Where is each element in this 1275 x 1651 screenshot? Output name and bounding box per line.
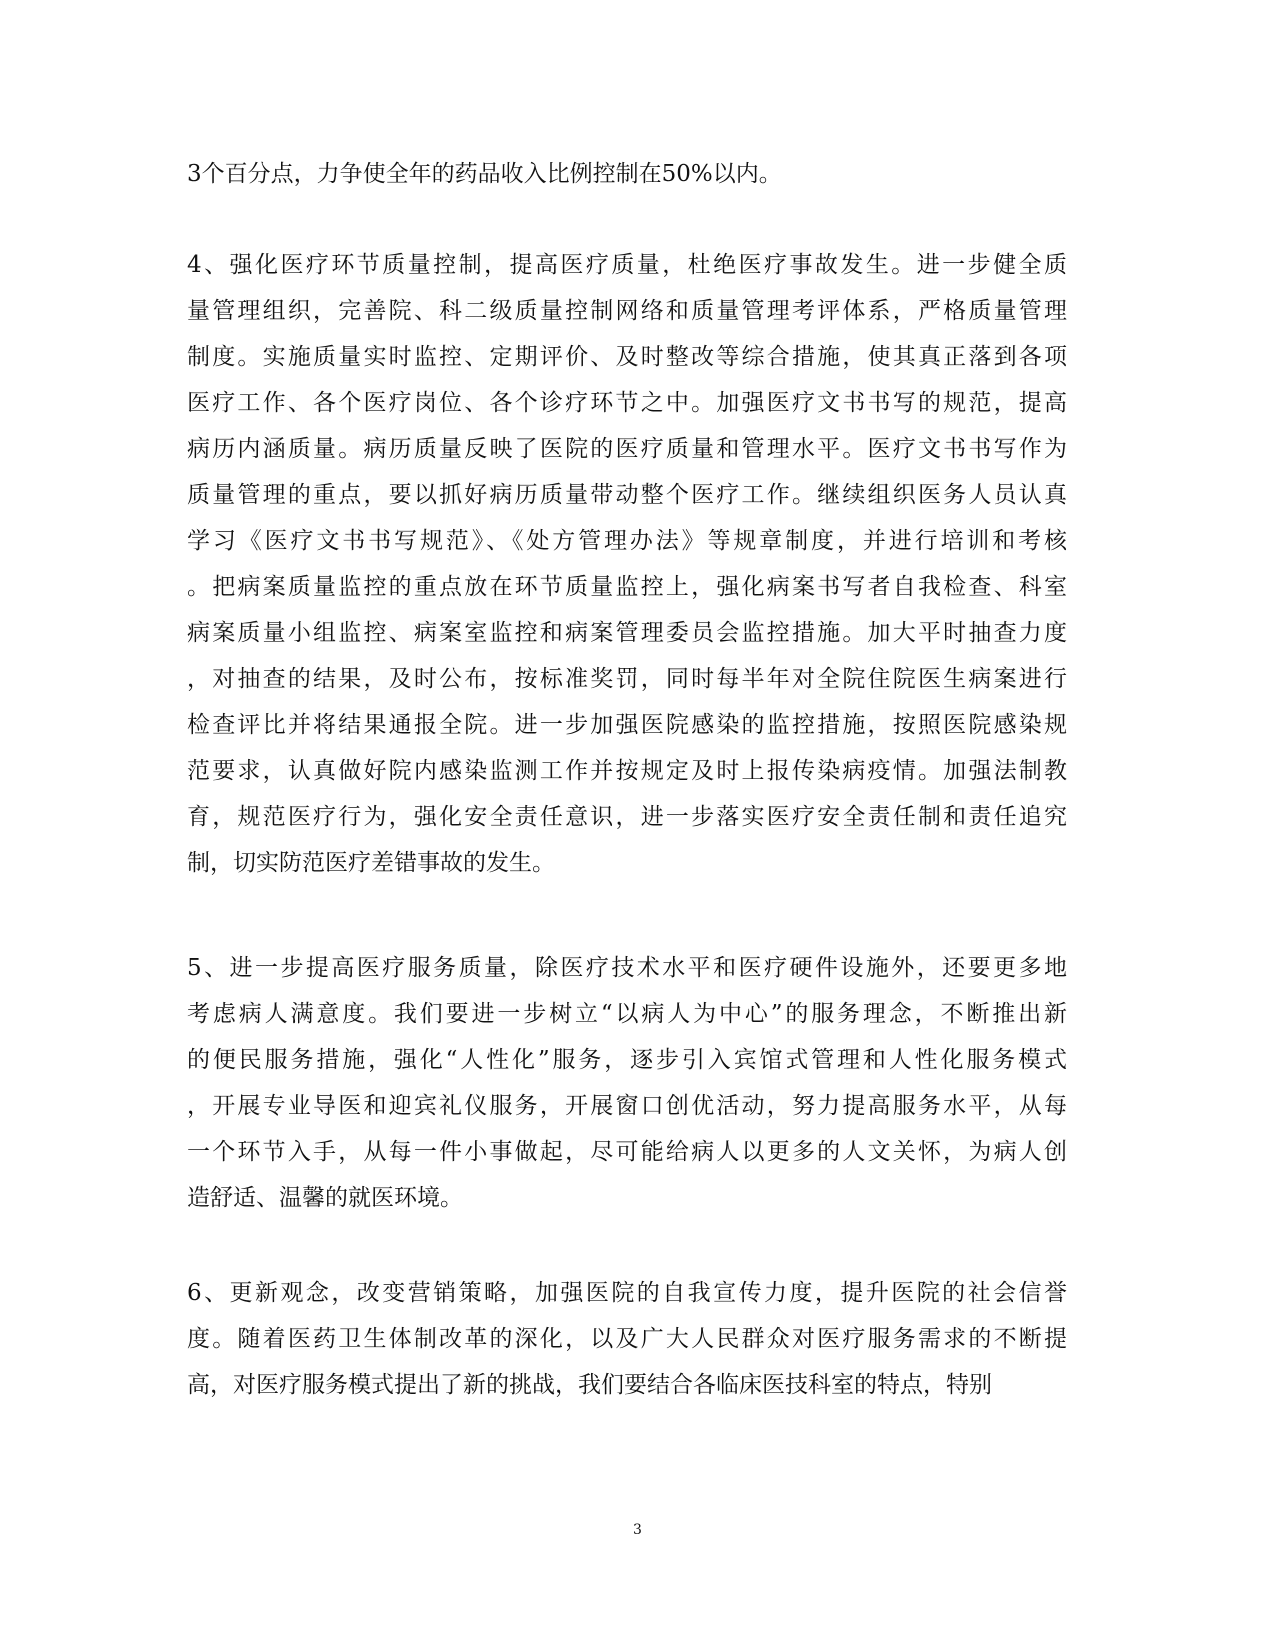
text-line: 育，规范医疗行为，强化安全责任意识，进一步落实医疗安全责任制和责任追究 (187, 804, 1067, 830)
text-line: 度。随着医药卫生体制改革的深化，以及广大人民群众对医疗服务需求的不断提 (187, 1326, 1067, 1352)
text-line: 。把病案质量监控的重点放在环节质量监控上，强化病案书写者自我检查、科室 (187, 574, 1067, 600)
text-line: 5、进一步提高医疗服务质量，除医疗技术水平和医疗硬件设施外，还要更多地 (187, 955, 1067, 981)
text-line: 量管理组织，完善院、科二级质量控制网络和质量管理考评体系，严格质量管理 (187, 298, 1067, 324)
text-line: 质量管理的重点，要以抓好病历质量带动整个医疗工作。继续组织医务人员认真 (187, 482, 1067, 508)
text-line: ，开展专业导医和迎宾礼仪服务，开展窗口创优活动，努力提高服务水平，从每 (187, 1093, 1067, 1119)
page-number: 3 (633, 1522, 642, 1538)
text-line: 3个百分点，力争使全年的药品收入比例控制在50%以内。 (187, 161, 782, 187)
text-line: 制度。实施质量实时监控、定期评价、及时整改等综合措施，使其真正落到各项 (187, 344, 1067, 370)
text-line: 6、更新观念，改变营销策略，加强医院的自我宣传力度，提升医院的社会信誉 (187, 1280, 1067, 1306)
text-line: 学习《医疗文书书写规范》、《处方管理办法》等规章制度，并进行培训和考核 (187, 528, 1067, 554)
text-line: 高，对医疗服务模式提出了新的挑战，我们要结合各临床医技科室的特点，特别 (187, 1372, 992, 1398)
text-line: 一个环节入手，从每一件小事做起，尽可能给病人以更多的人文关怀，为病人创 (187, 1139, 1067, 1165)
text-line: 考虑病人满意度。我们要进一步树立“以病人为中心”的服务理念，不断推出新 (187, 1001, 1067, 1027)
text-line: ，对抽查的结果，及时公布，按标准奖罚，同时每半年对全院住院医生病案进行 (187, 666, 1067, 692)
text-line: 病历内涵质量。病历质量反映了医院的医疗质量和管理水平。医疗文书书写作为 (187, 436, 1067, 462)
text-line: 4、强化医疗环节质量控制，提高医疗质量，杜绝医疗事故发生。进一步健全质 (187, 252, 1067, 278)
text-line: 范要求，认真做好院内感染监测工作并按规定及时上报传染病疫情。加强法制教 (187, 758, 1067, 784)
text-line: 病案质量小组监控、病案室监控和病案管理委员会监控措施。加大平时抽查力度 (187, 620, 1067, 646)
text-line: 检查评比并将结果通报全院。进一步加强医院感染的监控措施，按照医院感染规 (187, 712, 1067, 738)
text-line: 的便民服务措施，强化“人性化”服务，逐步引入宾馆式管理和人性化服务模式 (187, 1047, 1067, 1073)
text-line: 造舒适、温馨的就医环境。 (187, 1185, 463, 1211)
text-line: 制，切实防范医疗差错事故的发生。 (187, 850, 555, 876)
text-line: 医疗工作、各个医疗岗位、各个诊疗环节之中。加强医疗文书书写的规范，提高 (187, 390, 1067, 416)
